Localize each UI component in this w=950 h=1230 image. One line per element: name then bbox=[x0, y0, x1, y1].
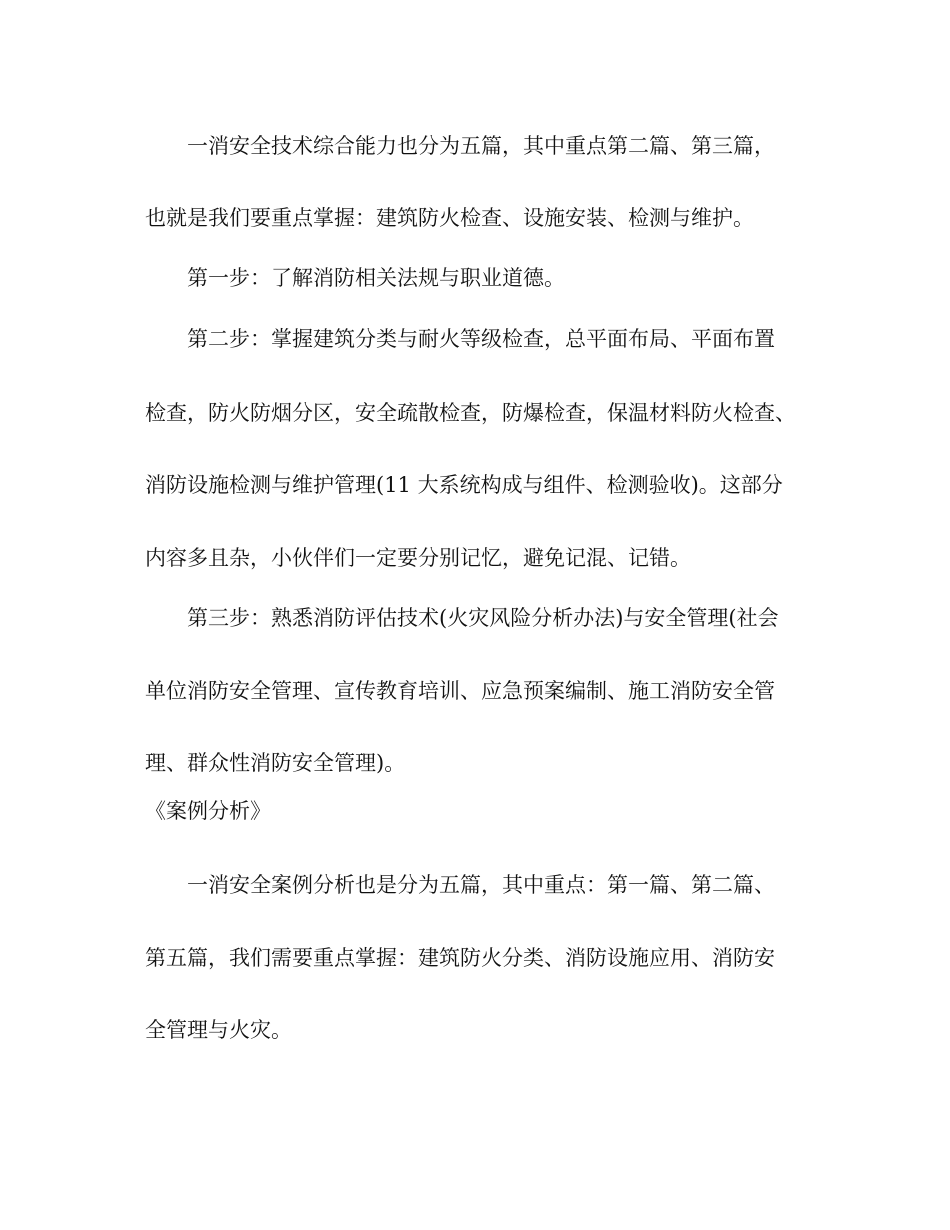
text-line: 理、群众性消防安全管理)。 bbox=[145, 751, 406, 775]
text-line: 消防设施检测与维护管理(11 大系统构成与组件、检测验收)。这部分 bbox=[145, 473, 783, 497]
text-line: 全管理与火灾。 bbox=[145, 1018, 292, 1042]
text-line: 一消安全技术综合能力也分为五篇，其中重点第二篇、第三篇， bbox=[187, 134, 775, 158]
text-line: 也就是我们要重点掌握：建筑防火检查、设施安装、检测与维护。 bbox=[145, 206, 754, 230]
text-line: 检查，防火防烟分区，安全疏散检查，防爆检查，保温材料防火检查、 bbox=[145, 401, 796, 425]
text-line: 单位消防安全管理、宣传教育培训、应急预案编制、施工消防安全管 bbox=[145, 679, 775, 703]
section-heading: 《案例分析》 bbox=[145, 799, 271, 823]
text-line: 第五篇，我们需要重点掌握：建筑防火分类、消防设施应用、消防安 bbox=[145, 946, 775, 970]
text-line: 第三步：熟悉消防评估技术(火灾风险分析办法)与安全管理(社会 bbox=[187, 606, 779, 630]
text-line: 一消安全案例分析也是分为五篇，其中重点：第一篇、第二篇、 bbox=[187, 873, 775, 897]
text-line: 第二步：掌握建筑分类与耐火等级检查，总平面布局、平面布置 bbox=[187, 327, 775, 351]
text-line: 内容多且杂，小伙伴们一定要分别记忆，避免记混、记错。 bbox=[145, 546, 691, 570]
text-line: 第一步：了解消防相关法规与职业道德。 bbox=[187, 266, 565, 290]
